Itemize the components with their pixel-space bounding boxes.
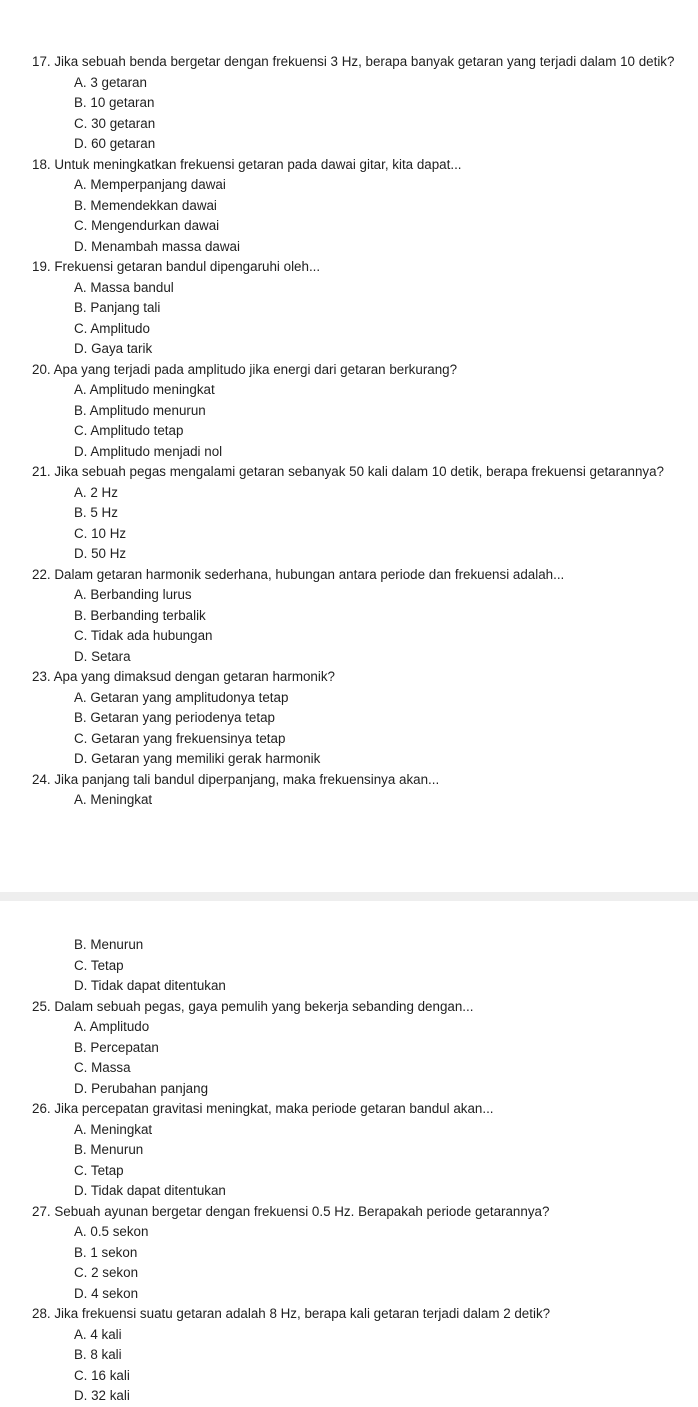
option-c: C. 16 kali [74,1367,130,1383]
question-24 [32,770,678,811]
option-b: B. Menurun [74,937,144,952]
option-d: D. 50 Hz [74,546,127,561]
document-page-2 [0,901,698,1407]
option-list [32,1325,678,1407]
option-b: B. 10 getaran [74,95,155,110]
question-text: 27. Sebuah ayunan bergetar dengan frekuensi 0.5 Hz. Berapakah periode getarannya? [32,1203,550,1219]
option-list [32,175,678,257]
question-19 [32,257,678,360]
question-27 [32,1202,678,1305]
question-24-continued [32,935,678,997]
question-text: 19. Frekuensi getaran bandul dipengaruhi oleh... [32,259,321,274]
page-separator [0,892,698,901]
option-b: B. Panjang tali [74,300,161,315]
option-b: B. 5 Hz [74,505,118,520]
question-list-page-1 [32,52,678,811]
question-text: 26. Jika percepatan gravitasi meningkat, maka periode getaran bandul akan... [32,1101,494,1116]
option-b: B. Percepatan [74,1039,159,1055]
question-list-page-2 [32,935,678,1407]
question-20 [32,360,678,463]
option-a: A. Meningkat [74,1121,153,1137]
option-b: B. 8 kali [74,1347,122,1362]
option-a: A. Memperpanjang dawai [74,177,226,192]
option-a: A. Getaran yang amplitudonya tetap [74,689,289,705]
question-18 [32,155,678,258]
question-22 [32,565,678,668]
question-text: 25. Dalam sebuah pegas, gaya pemulih yang bekerja sebanding dengan... [32,998,474,1014]
option-list [32,585,678,667]
question-28 [32,1304,678,1407]
option-a: A. Amplitudo [74,1019,150,1034]
question-text: 23. Apa yang dimaksud dengan getaran harmonik? [32,669,335,684]
option-c: C. 10 Hz [74,525,127,541]
option-d: D. 60 getaran [74,136,156,151]
option-a: A. Meningkat [74,792,153,807]
option-a: A. Massa bandul [74,279,174,295]
option-c: C. 2 sekon [74,1265,139,1280]
option-list [32,1120,678,1202]
option-c: C. Massa [74,1060,131,1075]
option-a: A. 3 getaran [74,74,147,90]
option-list [32,483,678,565]
option-b: B. Getaran yang periodenya tetap [74,710,275,725]
option-c: C. 30 getaran [74,115,156,131]
question-23 [32,667,678,770]
option-d: D. 4 sekon [74,1285,139,1301]
question-21 [32,462,678,565]
option-d: D. Tidak dapat ditentukan [74,978,226,993]
option-d: D. Getaran yang memiliki gerak harmonik [74,751,321,766]
option-a: A. 2 Hz [74,484,118,500]
question-25 [32,997,678,1100]
option-c: C. Amplitudo tetap [74,423,184,438]
question-text: 17. Jika sebuah benda bergetar dengan frekuensi 3 Hz, berapa banyak getaran yang terjadi dalam 10 detik? [32,54,675,69]
option-b: B. Menurun [74,1142,144,1157]
option-c: C. Getaran yang frekuensinya tetap [74,730,286,746]
question-text: 21. Jika sebuah pegas mengalami getaran sebanyak 50 kali dalam 10 detik, berapa frekuensi getarannya? [32,464,665,479]
option-list [32,1017,678,1099]
option-a: A. Amplitudo meningkat [74,382,215,397]
option-b: B. Memendekkan dawai [74,197,217,213]
question-text: 20. Apa yang terjadi pada amplitudo jika energi dari getaran berkurang? [32,361,458,377]
option-d: D. Setara [74,648,131,664]
question-text: 24. Jika panjang tali bandul diperpanjang, maka frekuensinya akan... [32,771,440,787]
option-d: D. Tidak dapat ditentukan [74,1183,226,1198]
option-list [32,688,678,770]
option-b: B. Berbanding terbalik [74,607,206,623]
option-a: A. 0.5 sekon [74,1224,149,1239]
option-d: D. Menambah massa dawai [74,238,240,254]
option-c: C. Tetap [74,957,124,973]
option-b: B. 1 sekon [74,1244,138,1260]
option-c: C. Tidak ada hubungan [74,628,213,643]
option-list [32,790,678,811]
option-a: A. 4 kali [74,1326,122,1342]
question-26 [32,1099,678,1202]
option-d: D. Perubahan panjang [74,1080,209,1096]
option-list [32,380,678,462]
question-text: 28. Jika frekuensi suatu getaran adalah 8 Hz, berapa kali getaran terjadi dalam 2 detik? [32,1306,551,1321]
option-b: B. Amplitudo menurun [74,402,206,418]
question-17 [32,52,678,155]
option-c: C. Tetap [74,1162,124,1178]
option-c: C. Mengendurkan dawai [74,218,220,233]
option-list [32,278,678,360]
option-c: C. Amplitudo [74,320,150,336]
question-text: 18. Untuk meningkatkan frekuensi getaran pada dawai gitar, kita dapat... [32,156,462,172]
option-d: D. 32 kali [74,1388,130,1403]
option-list [32,73,678,155]
option-list [32,1222,678,1304]
option-d: D. Gaya tarik [74,341,153,356]
question-text: 22. Dalam getaran harmonik sederhana, hubungan antara periode dan frekuensi adalah... [32,566,565,582]
option-list [32,935,678,997]
option-d: D. Amplitudo menjadi nol [74,443,223,459]
option-a: A. Berbanding lurus [74,587,192,602]
